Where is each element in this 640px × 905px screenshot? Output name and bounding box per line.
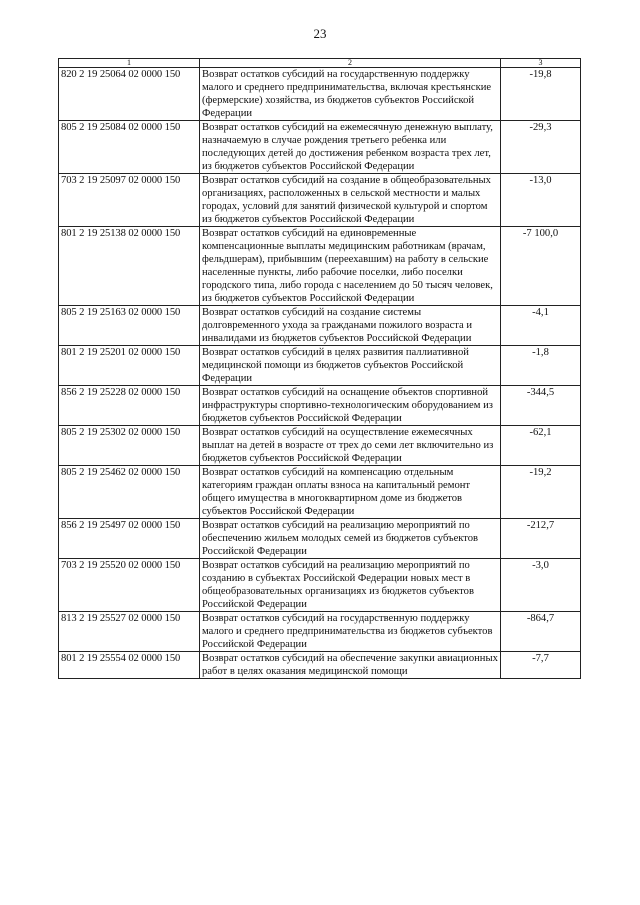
- description-cell: Возврат остатков субсидий на создание в общеобразовательных организациях, расположенных в сельской местности и малых городах, условий для занятий физической культурой и спортом из бюджетов субъектов Российской Федерации: [200, 174, 501, 227]
- table-body: [59, 68, 581, 679]
- amount-cell: -3,0: [501, 559, 581, 612]
- description-cell: Возврат остатков субсидий на создание системы долговременного ухода за гражданами пожилого возраста и инвалидами из бюджетов субъектов Российской Федерации: [200, 306, 501, 346]
- amount-cell: -7,7: [501, 652, 581, 679]
- budget-code-cell: 801 2 19 25138 02 0000 150: [59, 227, 200, 306]
- budget-code-cell: 805 2 19 25302 02 0000 150: [59, 426, 200, 466]
- table-row: [59, 652, 581, 679]
- budget-code-cell: 820 2 19 25064 02 0000 150: [59, 68, 200, 121]
- description-cell: Возврат остатков субсидий на оснащение объектов спортивной инфраструктуры спортивно-технологическим оборудованием из бюджетов субъектов Российской Федерации: [200, 386, 501, 426]
- amount-cell: -19,2: [501, 466, 581, 519]
- description-cell: Возврат остатков субсидий на осуществление ежемесячных выплат на детей в возрасте от трех до семи лет включительно из бюджетов субъектов Российской Федерации: [200, 426, 501, 466]
- description-cell: Возврат остатков субсидий на государственную поддержку малого и среднего предпринимательства из бюджетов субъектов Российской Федерации: [200, 612, 501, 652]
- table-row: [59, 612, 581, 652]
- description-cell: Возврат остатков субсидий на реализацию мероприятий по обеспечению жильем молодых семей из бюджетов субъектов Российской Федерации: [200, 519, 501, 559]
- page-number: 23: [313, 26, 327, 41]
- table-row: [59, 559, 581, 612]
- table-row: [59, 386, 581, 426]
- budget-code-cell: 703 2 19 25520 02 0000 150: [59, 559, 200, 612]
- table-row: [59, 121, 581, 174]
- table-row: [59, 306, 581, 346]
- amount-cell: -344,5: [501, 386, 581, 426]
- amount-cell: -29,3: [501, 121, 581, 174]
- budget-code-cell: 856 2 19 25228 02 0000 150: [59, 386, 200, 426]
- amount-cell: -212,7: [501, 519, 581, 559]
- description-cell: Возврат остатков субсидий на реализацию мероприятий по созданию в субъектах Российской Федерации новых мест в общеобразовательных организациях из бюджетов субъектов Российской Федерации: [200, 559, 501, 612]
- table-row: [59, 174, 581, 227]
- description-cell: Возврат остатков субсидий на компенсацию отдельным категориям граждан оплаты взноса на капитальный ремонт общего имущества в многоквартирном доме из бюджетов субъектов Российской Федерации: [200, 466, 501, 519]
- amount-cell: -19,8: [501, 68, 581, 121]
- column-header-2: 2: [200, 59, 501, 68]
- budget-code-cell: 813 2 19 25527 02 0000 150: [59, 612, 200, 652]
- amount-cell: -1,8: [501, 346, 581, 386]
- table-row: [59, 346, 581, 386]
- table-row: [59, 68, 581, 121]
- budget-code-cell: 805 2 19 25163 02 0000 150: [59, 306, 200, 346]
- amount-cell: -864,7: [501, 612, 581, 652]
- budget-code-cell: 801 2 19 25201 02 0000 150: [59, 346, 200, 386]
- amount-cell: -4,1: [501, 306, 581, 346]
- column-header-1: 1: [59, 59, 200, 68]
- column-header-3: 3: [501, 59, 581, 68]
- budget-code-cell: 703 2 19 25097 02 0000 150: [59, 174, 200, 227]
- budget-code-cell: 801 2 19 25554 02 0000 150: [59, 652, 200, 679]
- budget-code-cell: 856 2 19 25497 02 0000 150: [59, 519, 200, 559]
- description-cell: Возврат остатков субсидий в целях развития паллиативной медицинской помощи из бюджетов субъектов Российской Федерации: [200, 346, 501, 386]
- table-header-row: [59, 59, 581, 68]
- table-row: [59, 466, 581, 519]
- budget-code-cell: 805 2 19 25084 02 0000 150: [59, 121, 200, 174]
- table-row: [59, 227, 581, 306]
- amount-cell: -62,1: [501, 426, 581, 466]
- budget-table: [58, 58, 581, 679]
- description-cell: Возврат остатков субсидий на ежемесячную денежную выплату, назначаемую в случае рождения третьего ребенка или последующих детей до достижения ребенком возраста трех лет, из бюджетов субъектов Российской Федерации: [200, 121, 501, 174]
- amount-cell: -13,0: [501, 174, 581, 227]
- table-row: [59, 426, 581, 466]
- budget-code-cell: 805 2 19 25462 02 0000 150: [59, 466, 200, 519]
- description-cell: Возврат остатков субсидий на государственную поддержку малого и среднего предпринимательства, включая крестьянские (фермерские) хозяйства, из бюджетов субъектов Российской Федерации: [200, 68, 501, 121]
- description-cell: Возврат остатков субсидий на обеспечение закупки авиационных работ в целях оказания медицинской помощи: [200, 652, 501, 679]
- amount-cell: -7 100,0: [501, 227, 581, 306]
- table-row: [59, 519, 581, 559]
- description-cell: Возврат остатков субсидий на единовременные компенсационные выплаты медицинским работникам (врачам, фельдшерам), прибывшим (переехавшим) на работу в сельские населенные пункты, либо рабочие поселки, либо поселки городского типа, либо города с населением до 50 тысяч человек, из бюджетов субъектов Российской Федерации: [200, 227, 501, 306]
